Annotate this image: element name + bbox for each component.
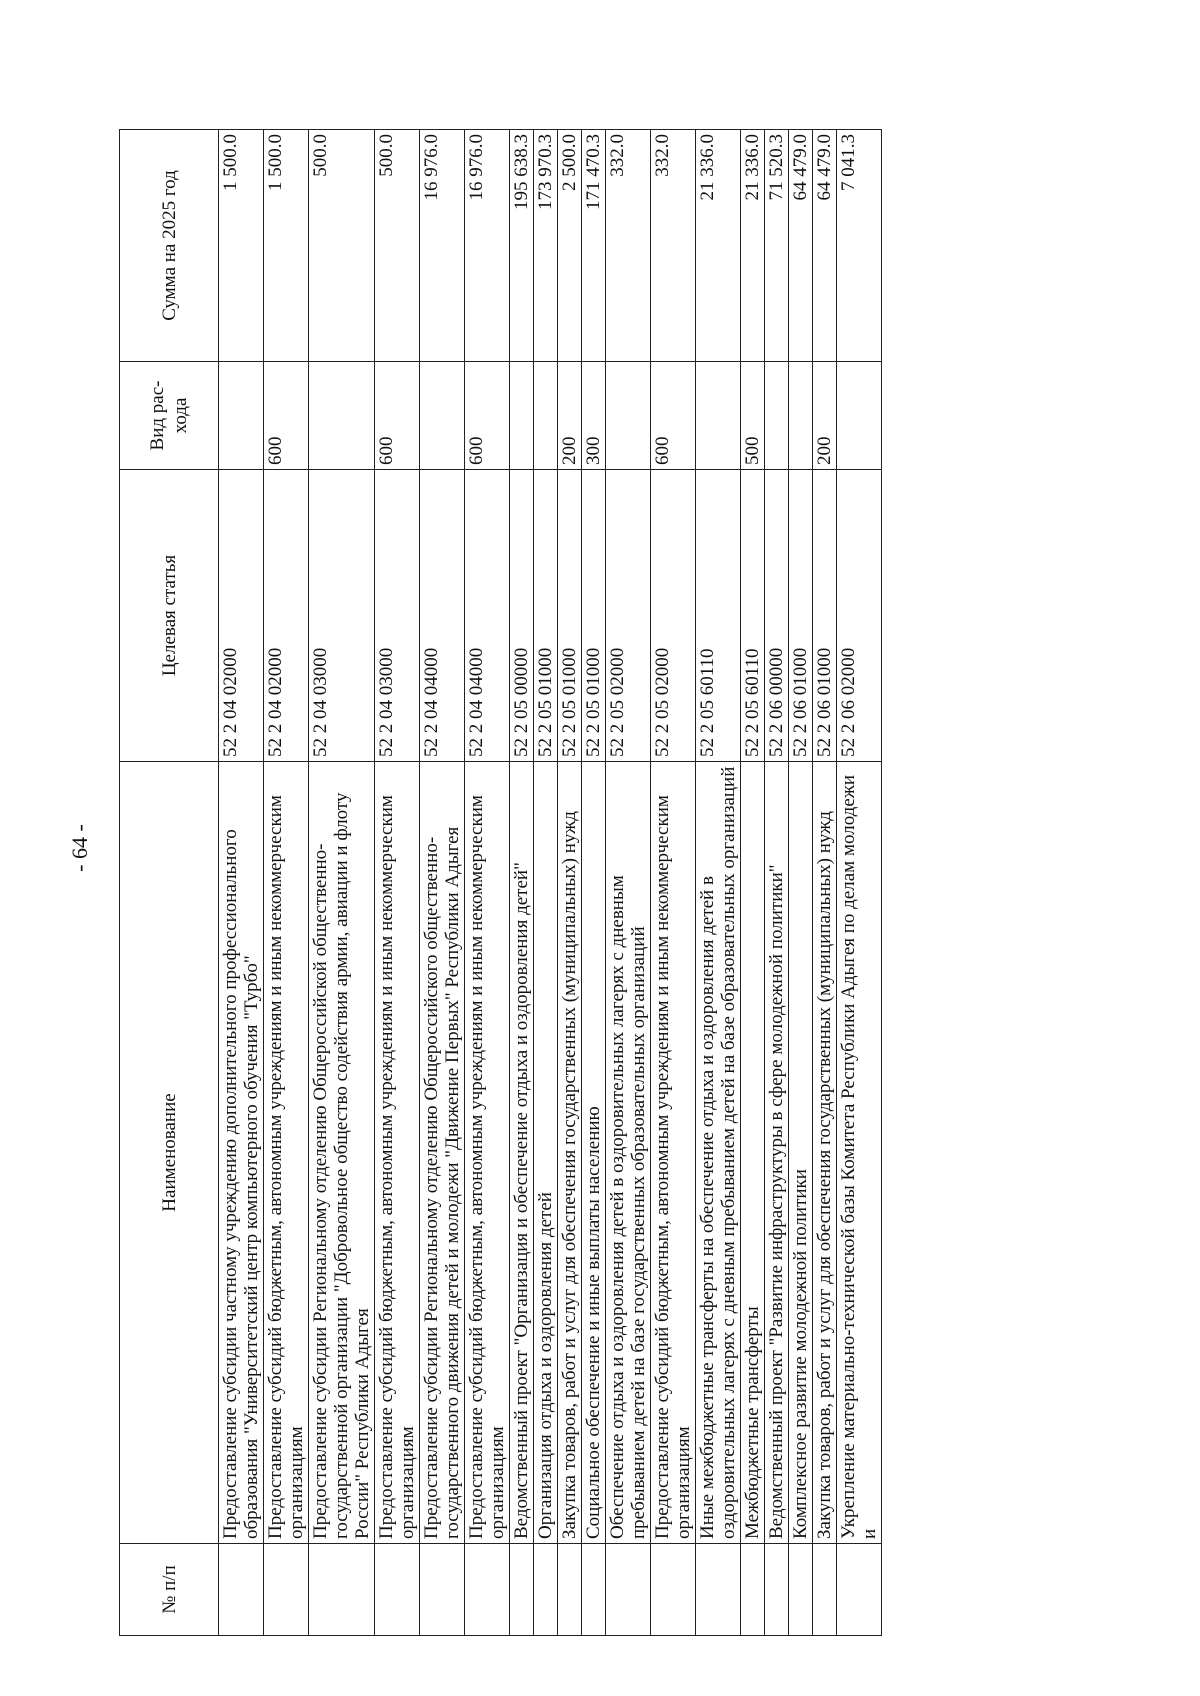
- cell-name: Закупка товаров, работ и услуг для обеспечения государственных (муниципальных) нужд: [813, 762, 837, 1544]
- cell-sum: 332.0: [651, 130, 696, 362]
- cell-code: 52 2 05 60110: [696, 470, 741, 762]
- cell-vid: 600: [651, 362, 696, 470]
- cell-sum: 21 336.0: [741, 130, 765, 362]
- table-row: [789, 130, 813, 1636]
- cell-sum: 500.0: [309, 130, 375, 362]
- table-row: [420, 130, 465, 1636]
- cell-code: 52 2 04 04000: [420, 470, 465, 762]
- table-row: [558, 130, 582, 1636]
- cell-sum: 16 976.0: [420, 130, 465, 362]
- cell-no: [219, 1544, 264, 1636]
- table-row: [606, 130, 651, 1636]
- cell-sum: 7 041.3: [837, 130, 882, 362]
- cell-vid: 500: [741, 362, 765, 470]
- cell-vid: 200: [558, 362, 582, 470]
- cell-sum: 16 976.0: [465, 130, 510, 362]
- cell-vid: [420, 362, 465, 470]
- cell-vid: 600: [465, 362, 510, 470]
- cell-vid: 200: [813, 362, 837, 470]
- cell-code: 52 2 05 01000: [582, 470, 606, 762]
- cell-no: [837, 1544, 882, 1636]
- table-body: [219, 130, 882, 1636]
- cell-code: 52 2 06 01000: [789, 470, 813, 762]
- cell-vid: [765, 362, 789, 470]
- cell-vid: 600: [375, 362, 420, 470]
- table-row: [582, 130, 606, 1636]
- rotated-page: [119, 130, 1019, 1636]
- cell-no: [375, 1544, 420, 1636]
- cell-vid: 600: [264, 362, 309, 470]
- cell-code: 52 2 04 03000: [375, 470, 420, 762]
- table-row: [510, 130, 534, 1636]
- cell-name: Комплексное развитие молодежной политики: [789, 762, 813, 1544]
- table-row: [651, 130, 696, 1636]
- table-row: [534, 130, 558, 1636]
- cell-name: Предоставление субсидий бюджетным, автономным учреждениям и иным некоммерческим организациям: [651, 762, 696, 1544]
- cell-sum: 195 638.3: [510, 130, 534, 362]
- cell-no: [651, 1544, 696, 1636]
- cell-no: [741, 1544, 765, 1636]
- cell-code: 52 2 05 01000: [534, 470, 558, 762]
- cell-sum: 64 479.0: [789, 130, 813, 362]
- cell-name: Ведомственный проект "Развитие инфраструктуры в сфере молодежной политики": [765, 762, 789, 1544]
- cell-name: Укрепление материально-технической базы Комитета Республики Адыгея по делам молодежи и: [837, 762, 882, 1544]
- cell-name: Закупка товаров, работ и услуг для обеспечения государственных (муниципальных) нужд: [558, 762, 582, 1544]
- cell-vid: [309, 362, 375, 470]
- cell-name: Предоставление субсидий бюджетным, автономным учреждениям и иным некоммерческим организациям: [375, 762, 420, 1544]
- cell-no: [264, 1544, 309, 1636]
- cell-no: [789, 1544, 813, 1636]
- table-header-row: [120, 130, 219, 1636]
- cell-sum: 64 479.0: [813, 130, 837, 362]
- cell-code: 52 2 06 01000: [813, 470, 837, 762]
- cell-name: Предоставление субсидий бюджетным, автономным учреждениям и иным некоммерческим организациям: [465, 762, 510, 1544]
- cell-name: Межбюджетные трансферты: [741, 762, 765, 1544]
- cell-name: Предоставление субсидии Региональному отделению Общероссийской общественно-государственной организации "Добровольное общество содействия армии, авиации и флоту России" Республики Адыгея: [309, 762, 375, 1544]
- cell-sum: 500.0: [375, 130, 420, 362]
- cell-vid: [219, 362, 264, 470]
- cell-vid: [510, 362, 534, 470]
- budget-table: [119, 129, 882, 1636]
- cell-vid: [696, 362, 741, 470]
- cell-name: Организация отдыха и оздоровления детей: [534, 762, 558, 1544]
- cell-no: [534, 1544, 558, 1636]
- table-row: [264, 130, 309, 1636]
- table-row: [696, 130, 741, 1636]
- table-row: [219, 130, 264, 1636]
- cell-no: [420, 1544, 465, 1636]
- cell-sum: 332.0: [606, 130, 651, 362]
- cell-code: 52 2 05 00000: [510, 470, 534, 762]
- cell-code: 52 2 05 02000: [651, 470, 696, 762]
- cell-sum: 71 520.3: [765, 130, 789, 362]
- cell-code: 52 2 05 02000: [606, 470, 651, 762]
- cell-no: [606, 1544, 651, 1636]
- table-row: [741, 130, 765, 1636]
- cell-sum: 2 500.0: [558, 130, 582, 362]
- cell-no: [465, 1544, 510, 1636]
- cell-sum: 173 970.3: [534, 130, 558, 362]
- cell-code: 52 2 06 00000: [765, 470, 789, 762]
- cell-sum: 1 500.0: [264, 130, 309, 362]
- header-no: № п/п: [120, 1544, 219, 1636]
- table-row: [837, 130, 882, 1636]
- table-row: [309, 130, 375, 1636]
- cell-code: 52 2 04 02000: [264, 470, 309, 762]
- header-code: Целевая статья: [120, 470, 219, 762]
- cell-code: 52 2 04 04000: [465, 470, 510, 762]
- cell-vid: [789, 362, 813, 470]
- page-number: - 64 -: [67, 824, 92, 872]
- cell-sum: 1 500.0: [219, 130, 264, 362]
- cell-vid: [534, 362, 558, 470]
- table-row: [375, 130, 420, 1636]
- cell-no: [309, 1544, 375, 1636]
- cell-no: [558, 1544, 582, 1636]
- cell-sum: 21 336.0: [696, 130, 741, 362]
- cell-name: Обеспечение отдыха и оздоровления детей в оздоровительных лагерях с дневным пребыванием детей на базе государственных образовательных организаций: [606, 762, 651, 1544]
- cell-no: [582, 1544, 606, 1636]
- cell-vid: [606, 362, 651, 470]
- header-sum: Сумма на 2025 год: [120, 130, 219, 362]
- cell-name: Предоставление субсидии частному учреждению дополнительного профессионального образования "Университетский центр компьютерного обучения "Турбо": [219, 762, 264, 1544]
- header-vid: Вид рас-хода: [120, 362, 219, 470]
- cell-no: [765, 1544, 789, 1636]
- cell-code: 52 2 06 02000: [837, 470, 882, 762]
- cell-name: Иные межбюджетные трансферты на обеспечение отдыха и оздоровления детей в оздоровительных лагерях с дневным пребыванием детей на базе образовательных организаций: [696, 762, 741, 1544]
- cell-sum: 171 470.3: [582, 130, 606, 362]
- cell-code: 52 2 05 60110: [741, 470, 765, 762]
- cell-vid: [837, 362, 882, 470]
- cell-no: [813, 1544, 837, 1636]
- header-name: Наименование: [120, 762, 219, 1544]
- cell-name: Предоставление субсидии Региональному отделению Общероссийского общественно-государственного движения детей и молодежи "Движение Первых" Республики Адыгея: [420, 762, 465, 1544]
- cell-name: Предоставление субсидий бюджетным, автономным учреждениям и иным некоммерческим организациям: [264, 762, 309, 1544]
- table-row: [765, 130, 789, 1636]
- table-row: [813, 130, 837, 1636]
- cell-no: [696, 1544, 741, 1636]
- cell-vid: 300: [582, 362, 606, 470]
- cell-code: 52 2 05 01000: [558, 470, 582, 762]
- cell-no: [510, 1544, 534, 1636]
- cell-name: Ведомственный проект "Организация и обеспечение отдыха и оздоровления детей": [510, 762, 534, 1544]
- cell-code: 52 2 04 02000: [219, 470, 264, 762]
- cell-code: 52 2 04 03000: [309, 470, 375, 762]
- cell-name: Социальное обеспечение и иные выплаты населению: [582, 762, 606, 1544]
- table-row: [465, 130, 510, 1636]
